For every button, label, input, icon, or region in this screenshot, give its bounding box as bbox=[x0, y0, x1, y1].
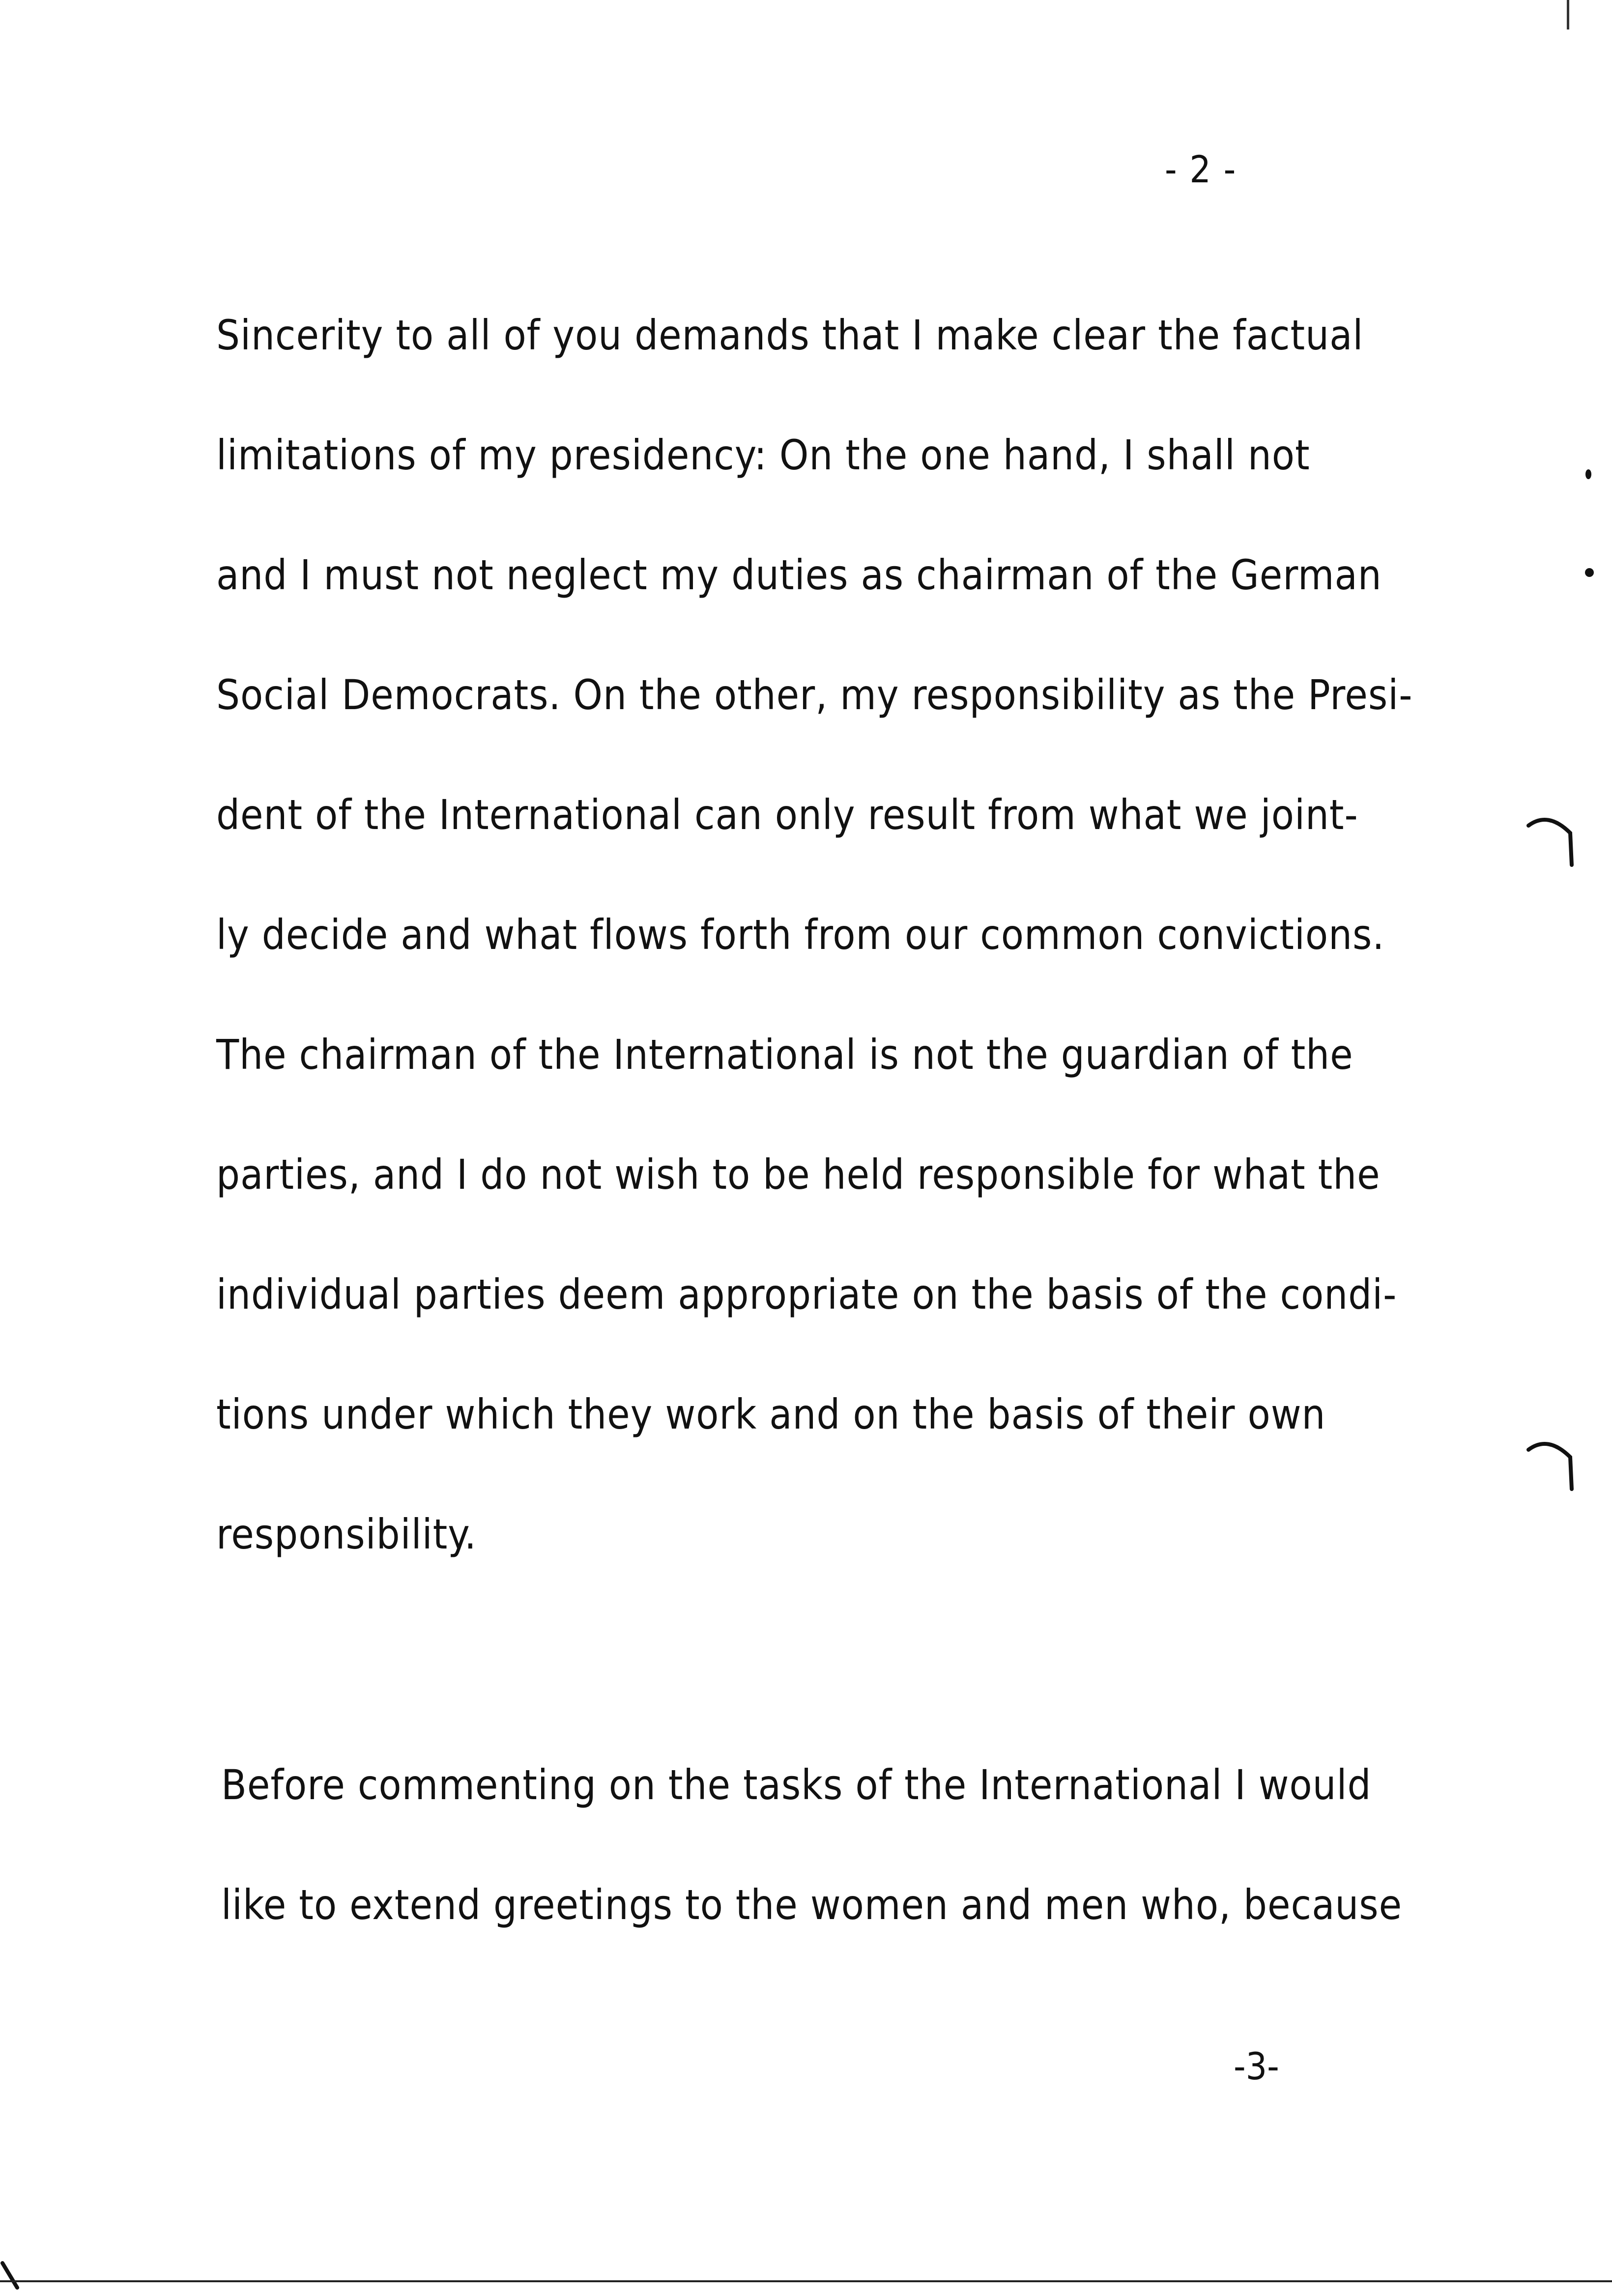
text-line: Sincerity to all of you demands that I make clear the factual bbox=[216, 311, 1364, 359]
text-line: responsibility. bbox=[216, 1510, 477, 1558]
paragraph-1 bbox=[216, 311, 1445, 1634]
text-line: ly decide and what flows forth from our common convictions. bbox=[216, 911, 1385, 959]
scan-edge-mark bbox=[1567, 0, 1569, 29]
paragraph-2 bbox=[221, 1761, 1450, 2004]
text-line: The chairman of the International is not the guardian of the bbox=[216, 1031, 1353, 1079]
margin-hole-mark-icon bbox=[1524, 1430, 1578, 1499]
text-line: limitations of my presidency: On the one hand, I shall not bbox=[216, 431, 1310, 479]
text-line: and I must not neglect my duties as chairman of the German bbox=[216, 551, 1382, 599]
page-number: - 2 - bbox=[1165, 147, 1237, 191]
text-line: parties, and I do not wish to be held responsible for what the bbox=[216, 1150, 1381, 1199]
text-line: dent of the International can only result from what we joint- bbox=[216, 791, 1358, 839]
next-page-marker: -3- bbox=[1234, 2044, 1279, 2088]
text-line: Before commenting on the tasks of the International I would bbox=[221, 1761, 1372, 1809]
scan-bottom-edge bbox=[0, 2280, 1612, 2282]
margin-dot-icon bbox=[1583, 467, 1593, 482]
margin-dot-icon bbox=[1583, 565, 1595, 580]
corner-mark-icon bbox=[0, 2261, 29, 2296]
text-line: tions under which they work and on the basis of their own bbox=[216, 1390, 1326, 1438]
text-line: like to extend greetings to the women and men who, because bbox=[221, 1881, 1403, 1929]
text-line: individual parties deem appropriate on the basis of the condi- bbox=[216, 1270, 1397, 1319]
text-line: Social Democrats. On the other, my responsibility as the Presi- bbox=[216, 671, 1413, 719]
margin-hole-mark-icon bbox=[1524, 806, 1578, 875]
